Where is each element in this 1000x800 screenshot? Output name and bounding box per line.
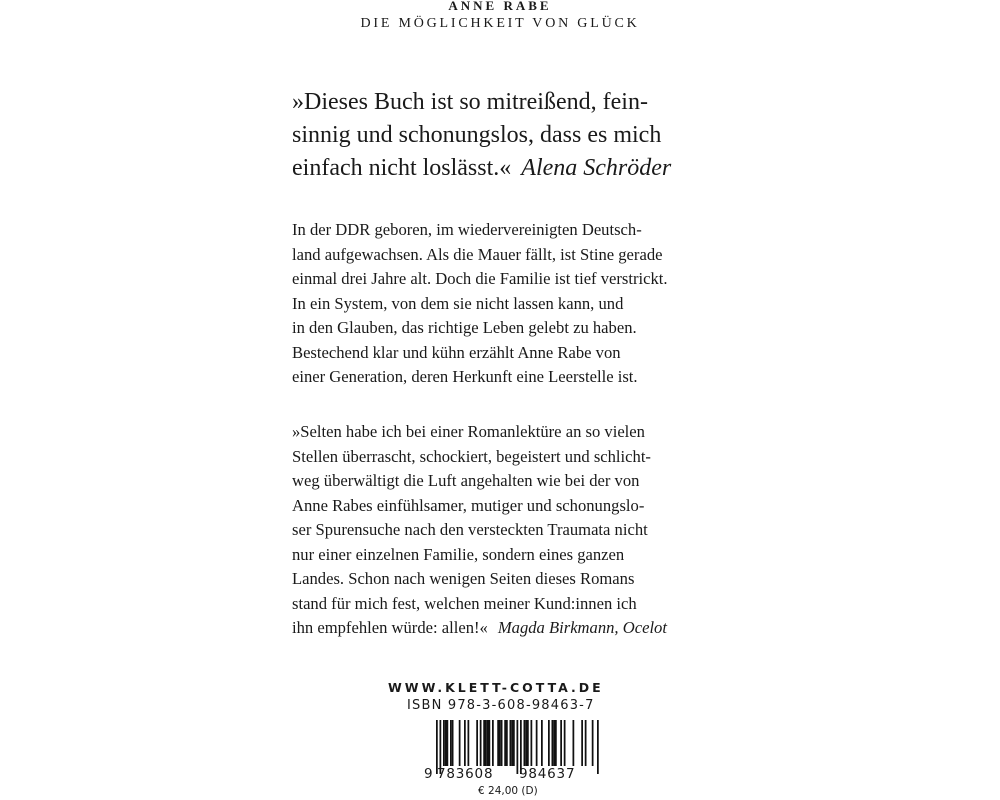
barcode-bar — [525, 720, 527, 766]
barcode-bar — [476, 720, 478, 766]
barcode-bar — [459, 720, 461, 766]
barcode-bar — [585, 720, 587, 766]
review-line: Stellen überrascht, schockiert, begeistert und schlicht- — [292, 446, 651, 466]
barcode-bar — [524, 720, 526, 766]
review-line: ser Spurensuche nach den versteckten Traumata nicht — [292, 520, 648, 539]
blurb-quote — [292, 86, 692, 185]
quote-attribution: Alena Schröder — [521, 155, 672, 181]
barcode-bar — [513, 720, 515, 766]
review-line: weg überwältigt die Luft angehalten wie bei der von — [292, 471, 640, 490]
barcode-right-group: 984637 — [519, 766, 576, 782]
barcode-bar — [504, 720, 506, 766]
barcode-bar — [485, 720, 487, 766]
barcode-bar — [564, 720, 566, 766]
barcode-bar — [480, 720, 482, 766]
barcode-bar — [511, 720, 513, 766]
quote-line: sinnig und schonungslos, dass es mich — [292, 122, 662, 148]
description-line: Bestechend klar und kühn erzählt Anne Rabe von — [292, 342, 621, 362]
barcode-bar — [552, 720, 554, 766]
barcode-bar — [553, 720, 555, 766]
review-line: Landes. Schon nach wenigen Seiten dieses Romans — [292, 569, 635, 588]
barcode-bar — [510, 720, 512, 766]
barcode-bar — [527, 720, 529, 766]
review-paragraph — [292, 420, 722, 641]
barcode-left-group: 783608 — [437, 766, 494, 782]
barcode-guard-bar — [517, 720, 519, 774]
barcode-bar — [450, 720, 452, 766]
barcode-bar — [536, 720, 538, 766]
barcode-bar — [483, 720, 485, 766]
quote-line: »Dieses Buch ist so mitreißend, fein- — [292, 89, 648, 115]
barcode-bar — [447, 720, 449, 766]
barcode-guard-bar — [597, 720, 599, 774]
price-label: € 24,00 (D) — [478, 785, 538, 797]
barcode-bar — [443, 720, 445, 766]
barcode-bar — [452, 720, 454, 766]
review-line: stand für mich fest, welchen meiner Kund:innen ich — [292, 593, 637, 613]
review-line: »Selten habe ich bei einer Romanlektüre an so vielen — [292, 422, 645, 441]
barcode-bar — [541, 720, 543, 766]
barcode-bar — [573, 720, 575, 766]
review-line: nur einer einzelnen Familie, sondern eines ganzen — [292, 544, 625, 564]
barcode-bar — [501, 720, 503, 766]
barcode-bar — [548, 720, 550, 766]
barcode-bar — [506, 720, 508, 766]
barcode-bar — [468, 720, 470, 766]
quote-line — [292, 152, 692, 185]
description-line: land aufgewachsen. Als die Mauer fällt, ist Stine gerade — [292, 244, 663, 264]
barcode-bar — [464, 720, 466, 766]
barcode-bar — [497, 720, 499, 766]
book-title: DIE MÖGLICHKEIT VON GLÜCK — [360, 16, 640, 31]
quote-line-text: einfach nicht loslässt.« — [292, 155, 512, 181]
barcode-bar — [581, 720, 583, 766]
barcode-bar — [489, 720, 491, 766]
barcode-first-digit: 9 — [424, 766, 433, 782]
author-name: ANNE RABE — [448, 0, 552, 13]
review-line: Anne Rabes einfühlsamer, mutiger und schonungslo- — [292, 495, 645, 515]
description-line: einer Generation, deren Herkunft eine Leerstelle ist. — [292, 367, 638, 386]
description-line: einmal drei Jahre alt. Doch die Familie ist tief verstrickt. — [292, 269, 668, 288]
isbn-number: ISBN 978-3-608-98463-7 — [407, 698, 595, 713]
review-line — [292, 616, 722, 641]
barcode-bar — [445, 720, 447, 766]
publisher-website: WWW.KLETT-COTTA.DE — [388, 680, 604, 695]
description-line: in den Glauben, das richtige Leben gelebt zu haben. — [292, 318, 637, 337]
review-attribution: Magda Birkmann, Ocelot — [497, 618, 667, 637]
description-line: In der DDR geboren, im wiedervereinigten Deutsch- — [292, 220, 642, 239]
barcode-bar — [560, 720, 562, 766]
description-paragraph — [292, 218, 722, 390]
barcode-bar — [499, 720, 501, 766]
barcode-bar — [531, 720, 533, 766]
barcode-bar — [592, 720, 594, 766]
barcode-bar — [555, 720, 557, 766]
barcode-bar — [492, 720, 494, 766]
description-line: In ein System, von dem sie nicht lassen kann, und — [292, 293, 624, 313]
review-line-text: ihn empfehlen würde: allen!« — [292, 618, 488, 637]
barcode-bar — [487, 720, 489, 766]
